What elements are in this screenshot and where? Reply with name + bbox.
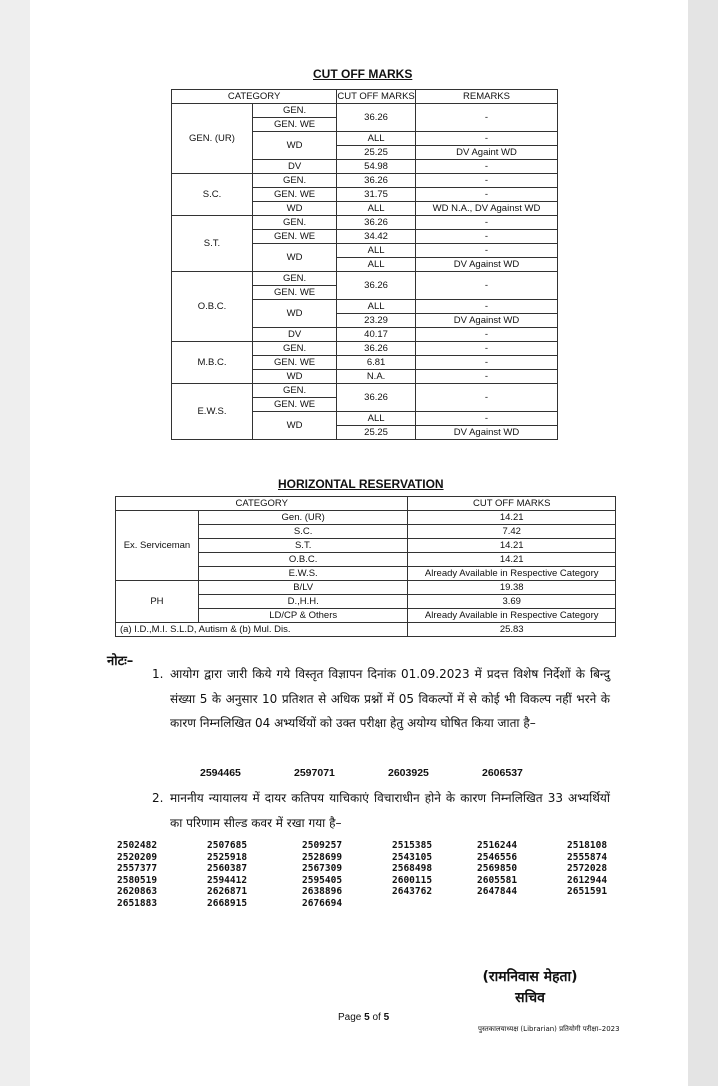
remark-cell: - <box>416 104 558 132</box>
subcategory-cell: (a) I.D.,M.I. S.L.D, Autism & (b) Mul. Dis. <box>116 623 408 637</box>
subcategory-cell: GEN. <box>252 216 336 230</box>
remark-cell: - <box>416 216 558 230</box>
candidate-id: 2507685 <box>207 840 248 851</box>
subcategory-cell: DV <box>252 160 336 174</box>
cutoff-cell: 14.21 <box>408 539 616 553</box>
candidate-id: 2555874 <box>567 851 608 863</box>
subcategory-cell: GEN. <box>252 104 336 118</box>
candidate-id: 2515385 <box>392 840 433 851</box>
category-cell: S.C. <box>172 174 253 216</box>
remark-cell: - <box>416 300 558 314</box>
category-cell: S.T. <box>172 216 253 272</box>
table-row <box>172 272 558 286</box>
candidate-id: 2651883 <box>117 897 158 909</box>
header-cutoff: CUT OFF MARKS <box>408 497 616 511</box>
remark-cell: WD N.A., DV Against WD <box>416 202 558 216</box>
remark-cell: - <box>416 272 558 300</box>
table-row <box>116 623 616 637</box>
table-row <box>116 511 616 525</box>
cutoff-cell: 36.26 <box>337 216 416 230</box>
candidate-id: 2651591 <box>567 886 608 897</box>
subcategory-cell: E.W.S. <box>198 567 408 581</box>
subcategory-cell: GEN. WE <box>252 230 336 244</box>
subcategory-cell: D.,H.H. <box>198 595 408 609</box>
cutoff-cell: ALL <box>337 412 416 426</box>
candidate-id: 2518108 <box>567 840 608 851</box>
candidate-id: 2546556 <box>477 851 518 863</box>
candidate-id: 2502482 <box>117 840 158 851</box>
candidate-id: 2543105 <box>392 851 433 863</box>
cutoff-cell: 54.98 <box>337 160 416 174</box>
header-category: CATEGORY <box>116 497 408 511</box>
cutoff-cell: Already Available in Respective Category <box>408 609 616 623</box>
page-edge <box>688 0 718 1086</box>
candidate-id: 2594465 <box>200 767 241 779</box>
cutoff-cell: 6.81 <box>337 356 416 370</box>
page-prefix: Page <box>338 1012 365 1023</box>
remark-cell: - <box>416 244 558 258</box>
cutoff-cell: ALL <box>337 202 416 216</box>
candidate-id: 2525918 <box>207 851 248 863</box>
note-number: 1. <box>152 667 164 681</box>
remark-cell: DV Against WD <box>416 426 558 440</box>
cutoff-cell: 34.42 <box>337 230 416 244</box>
note-text: माननीय न्यायालय में दायर कतिपय याचिकाएं विचाराधीन होने के कारण निम्नलिखित 33 अभ्यर्थियों का परिणाम सील्ड कवर में रखा गया है– <box>170 791 610 830</box>
subcategory-cell: GEN. WE <box>252 286 336 300</box>
note-number: 2. <box>152 791 164 805</box>
candidate-id: 2572028 <box>567 863 608 874</box>
remark-cell: - <box>416 160 558 174</box>
remark-cell: - <box>416 412 558 426</box>
subcategory-cell: S.T. <box>198 539 408 553</box>
candidate-id: 2560387 <box>207 863 248 874</box>
cutoff-cell: 23.29 <box>337 314 416 328</box>
cutoff-cell: 31.75 <box>337 188 416 202</box>
subcategory-cell: GEN. WE <box>252 188 336 202</box>
candidate-id: 2603925 <box>388 767 429 779</box>
cutoff-cell: 36.26 <box>337 342 416 356</box>
candidate-id: 2643762 <box>392 886 433 897</box>
header-cutoff: CUT OFF MARKS <box>337 91 415 102</box>
category-cell: GEN. (UR) <box>172 104 253 174</box>
table-row <box>172 104 558 118</box>
page-total: 5 <box>383 1012 390 1023</box>
cutoff-cell: 14.21 <box>408 553 616 567</box>
category-cell: PH <box>116 581 199 623</box>
table-row <box>172 384 558 398</box>
cutoff-cell: Already Available in Respective Category <box>408 567 616 581</box>
remark-cell: - <box>416 174 558 188</box>
cutoff-cell: 7.42 <box>408 525 616 539</box>
horizontal-title: HORIZONTAL RESERVATION <box>278 477 444 491</box>
header-remarks: REMARKS <box>416 90 558 104</box>
remark-cell: - <box>416 328 558 342</box>
cutoff-cell: 36.26 <box>337 384 416 412</box>
subcategory-cell: WD <box>252 202 336 216</box>
subcategory-cell: O.B.C. <box>198 553 408 567</box>
subcategory-cell: GEN. <box>252 342 336 356</box>
cutoff-cell: 19.38 <box>408 581 616 595</box>
signatory-name: (रामनिवास मेहता) <box>482 969 578 985</box>
note-text: आयोग द्वारा जारी किये गये विस्तृत विज्ञापन दिनांक 01.09.2023 में प्रदत्त विशेष निर्देशों के बिन्दु संख्या 5 के अनुसार 10 प्रतिशत से अधिक प्रश्नों में 05 विकल्पों में से कोई भी विकल्प नहीं भरने के कारण निम्नलिखित 04 अभ्यर्थियों को उक्त परीक्षा हेतु अयोग्य घोषित किया जाता है– <box>170 667 610 730</box>
category-cell: E.W.S. <box>172 384 253 440</box>
table-row <box>172 174 558 188</box>
table-row <box>172 342 558 356</box>
subcategory-cell: B/LV <box>198 581 408 595</box>
subcategory-cell: GEN. <box>252 272 336 286</box>
remark-cell: - <box>416 230 558 244</box>
candidate-id: 2597071 <box>294 767 335 779</box>
candidate-id: 2626871 <box>207 886 248 897</box>
category-cell: Ex. Serviceman <box>116 511 199 581</box>
remark-cell: - <box>416 356 558 370</box>
subcategory-cell: WD <box>252 370 336 384</box>
subcategory-cell: GEN. <box>252 384 336 398</box>
horizontal-reservation-table <box>115 496 616 637</box>
candidate-id: 2516244 <box>477 840 518 851</box>
candidate-id: 2620863 <box>117 886 158 897</box>
page-current: 5 <box>364 1012 370 1023</box>
note-heading: नोटः– <box>107 654 134 669</box>
cutoff-cell: ALL <box>337 132 416 146</box>
candidate-id: 2567309 <box>302 863 343 874</box>
candidate-id: 2580519 <box>117 874 158 886</box>
candidate-id: 2528699 <box>302 851 343 863</box>
candidate-id: 2509257 <box>302 840 343 851</box>
cutoff-cell: 40.17 <box>337 328 416 342</box>
footer-text: पुस्तकालयाध्यक्ष (Librarian) प्रतियोगी परीक्षा–2023 <box>478 1025 620 1033</box>
subcategory-cell: WD <box>252 244 336 272</box>
candidate-id: 2668915 <box>207 897 248 909</box>
subcategory-cell: DV <box>252 328 336 342</box>
category-cell: M.B.C. <box>172 342 253 384</box>
candidate-id: 2594412 <box>207 874 248 886</box>
candidate-id: 2647844 <box>477 886 518 897</box>
remark-cell: - <box>416 370 558 384</box>
cutoff-cell: 3.69 <box>408 595 616 609</box>
remark-cell: DV Against WD <box>416 314 558 328</box>
candidate-id: 2520209 <box>117 851 158 863</box>
page-of: of <box>369 1012 384 1023</box>
signature-block <box>470 967 590 1007</box>
cutoff-cell: 36.26 <box>337 104 416 132</box>
table-header-row <box>172 90 558 104</box>
note-paragraph-2 <box>152 786 610 835</box>
candidate-id: 2605581 <box>477 874 518 886</box>
subcategory-cell: LD/CP & Others <box>198 609 408 623</box>
subcategory-cell: GEN. WE <box>252 398 336 412</box>
table-row <box>116 581 616 595</box>
candidate-id: 2612944 <box>567 874 608 886</box>
remark-cell: - <box>416 132 558 146</box>
cutoff-cell: 25.83 <box>408 623 616 637</box>
table-row <box>172 216 558 230</box>
remark-cell: - <box>416 384 558 412</box>
remark-cell: DV Against WD <box>416 258 558 272</box>
candidate-id: 2569850 <box>477 863 518 874</box>
candidate-id: 2595405 <box>302 874 343 886</box>
cutoff-cell: ALL <box>337 244 416 258</box>
cutoff-marks-table <box>171 89 558 440</box>
subcategory-cell: GEN. WE <box>252 356 336 370</box>
cutoff-cell: 25.25 <box>337 146 416 160</box>
subcategory-cell: WD <box>252 300 336 328</box>
note-paragraph-1 <box>152 662 610 736</box>
cutoff-title: CUT OFF MARKS <box>313 67 413 81</box>
signatory-designation: सचिव <box>515 990 545 1006</box>
subcategory-cell: GEN. WE <box>252 118 336 132</box>
candidate-id: 2638896 <box>302 886 343 897</box>
header-category: CATEGORY <box>172 90 337 104</box>
candidate-id: 2557377 <box>117 863 158 874</box>
cutoff-cell: 25.25 <box>337 426 416 440</box>
remark-cell: - <box>416 188 558 202</box>
subcategory-cell: WD <box>252 412 336 440</box>
candidate-id: 2676694 <box>302 897 343 909</box>
subcategory-cell: GEN. <box>252 174 336 188</box>
candidate-id: 2606537 <box>482 767 523 779</box>
remark-cell: - <box>416 342 558 356</box>
cutoff-cell: N.A. <box>337 370 416 384</box>
table-header-row <box>116 497 616 511</box>
cutoff-cell: ALL <box>337 258 416 272</box>
category-cell: O.B.C. <box>172 272 253 342</box>
cutoff-cell: 36.26 <box>337 272 416 300</box>
cutoff-cell: 36.26 <box>337 174 416 188</box>
subcategory-cell: S.C. <box>198 525 408 539</box>
cutoff-cell: 14.21 <box>408 511 616 525</box>
subcategory-cell: WD <box>252 132 336 160</box>
page-number <box>338 1012 389 1023</box>
candidate-id: 2568498 <box>392 863 433 874</box>
cutoff-cell: ALL <box>337 300 416 314</box>
subcategory-cell: Gen. (UR) <box>198 511 408 525</box>
candidate-id: 2600115 <box>392 874 433 886</box>
remark-cell: DV Againt WD <box>416 146 558 160</box>
